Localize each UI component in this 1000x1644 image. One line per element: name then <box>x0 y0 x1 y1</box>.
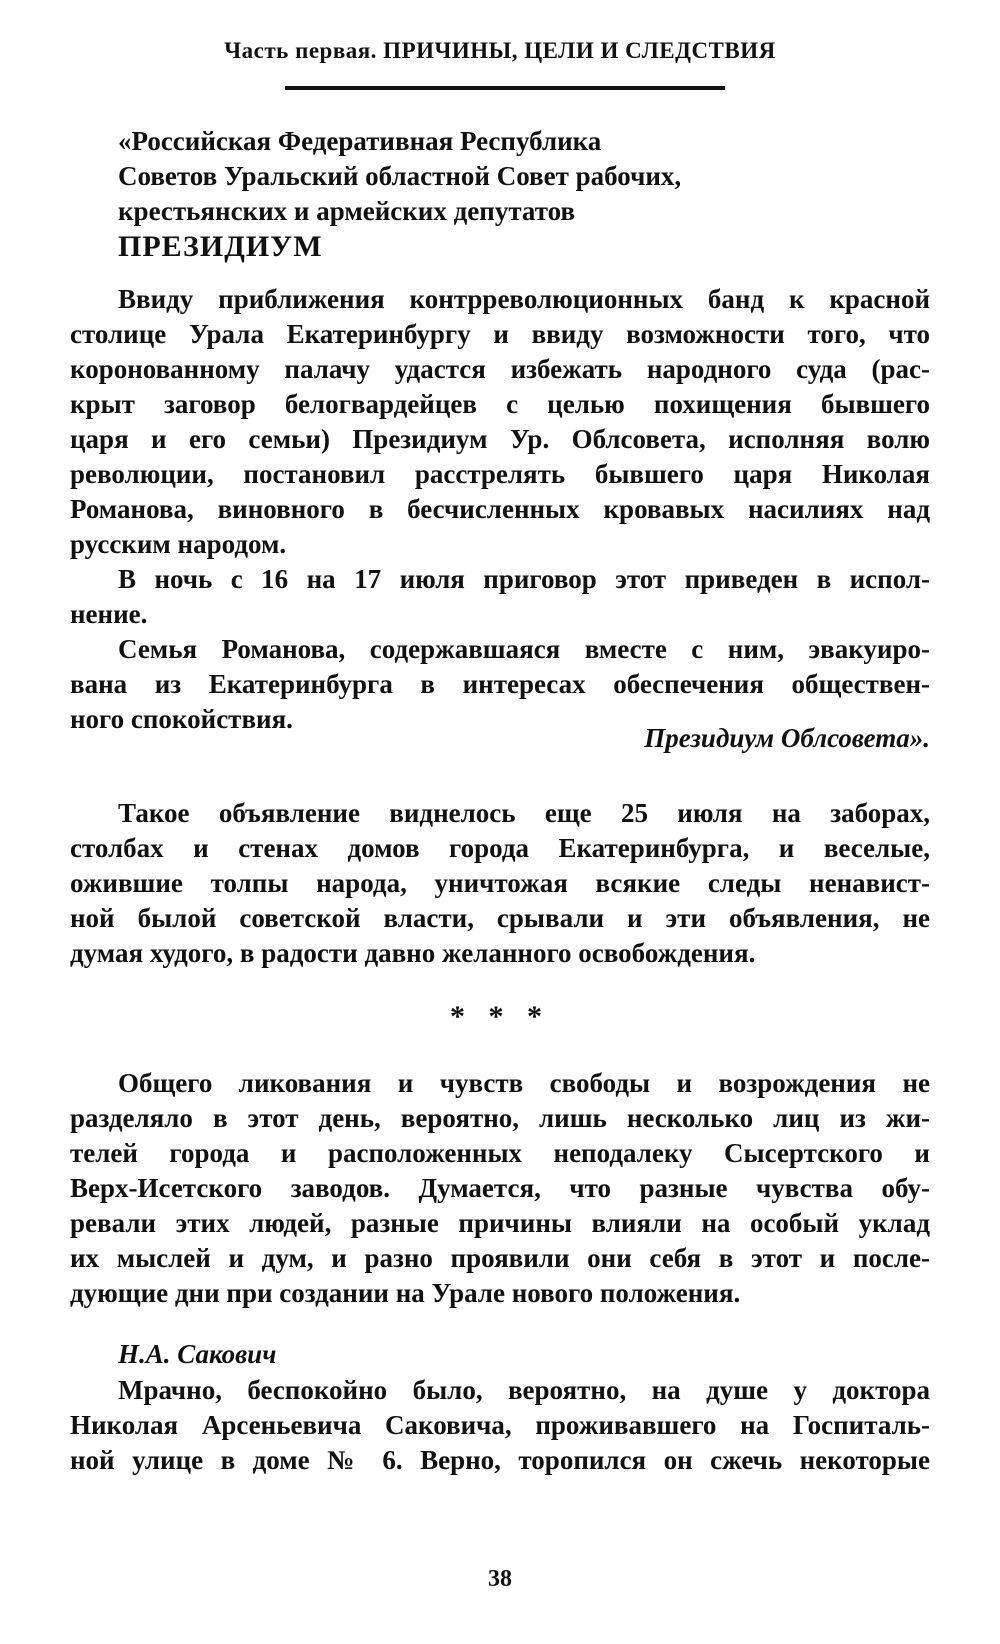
text-line: разделяло в этот день, вероятно, лишь несколько лиц из жи- <box>70 1103 930 1133</box>
running-head: Часть первая. ПРИЧИНЫ, ЦЕЛИ И СЛЕДСТВИЯ <box>224 38 776 63</box>
text-line: Семья Романова, содержавшаяся вместе с ним, эвакуиро- <box>118 634 930 664</box>
decree-signature: Президиум Облсовета». <box>644 723 930 753</box>
text-line: их мыслей и дум, и разно проявили они себя в этот и после- <box>70 1243 930 1273</box>
text-line: Романова, виновного в бесчисленных кровавых насилиях над <box>70 494 930 524</box>
text-line: телей города и расположенных неподалеку Сысертского и <box>70 1138 930 1168</box>
text-line: нение. <box>70 599 148 629</box>
decree-heading-line: крестьянских и армейских депутатов <box>118 196 576 226</box>
text-line: ревали этих людей, разные причины влияли на особый уклад <box>70 1208 930 1238</box>
text-line: коронованному палачу удастся избежать народного суда (рас- <box>70 354 930 384</box>
text-line: думая худого, в радости давно желанного освобождения. <box>70 938 756 968</box>
text-line: русским народом. <box>70 529 287 559</box>
text-line: крыт заговор белогвардейцев с целью похищения бывшего <box>70 389 930 419</box>
text-line: Верх-Исетского заводов. Думается, что разные чувства обу- <box>70 1173 930 1203</box>
paragraph-after-separator <box>70 1066 930 1311</box>
book-page <box>70 0 930 1644</box>
text-line: Ввиду приближения контрреволюционных банд к красной <box>118 284 930 314</box>
presidium-title: ПРЕЗИДИУМ <box>118 230 323 263</box>
decree-paragraph-1 <box>70 282 930 562</box>
text-line: столице Урала Екатеринбургу и ввиду возможности того, что <box>70 319 930 349</box>
text-line: Николая Арсеньевича Саковича, проживавшего на Госпиталь- <box>70 1410 930 1440</box>
text-line: столбах и стенах домов города Екатеринбурга, и веселые, <box>70 833 930 863</box>
text-line: дующие дни при создании на Урале нового положения. <box>70 1278 741 1308</box>
text-line: Такое объявление виднелось еще 25 июля на заборах, <box>118 798 930 828</box>
section-paragraph <box>70 1373 930 1478</box>
decree-paragraph-2 <box>70 562 930 632</box>
text-line: революции, постановил расстрелять бывшего царя Николая <box>70 459 930 489</box>
page-number: 38 <box>488 1566 512 1592</box>
decree-heading <box>118 124 930 264</box>
text-line: Мрачно, беспокойно было, вероятно, на душе у доктора <box>118 1375 930 1405</box>
text-line: ной улице в доме № 6. Верно, торопился он сжечь некоторые <box>70 1445 930 1475</box>
text-line: ной былой советской власти, срывали и эти объявления, не <box>70 903 930 933</box>
decree-heading-line: «Российская Федеративная Республика <box>118 126 602 156</box>
section-heading: Н.А. Сакович <box>118 1339 277 1369</box>
text-line: вана из Екатеринбурга в интересах обеспечения обществен- <box>70 669 930 699</box>
text-line: царя и его семьи) Президиум Ур. Облсовета, исполняя волю <box>70 424 930 454</box>
text-line: ного спокойствия. <box>70 704 293 734</box>
text-line: В ночь с 16 на 17 июля приговор этот приведен в испол- <box>118 564 930 594</box>
text-line: ожившие толпы народа, уничтожая всякие следы ненавист- <box>70 868 930 898</box>
text-line: Общего ликования и чувств свободы и возрождения не <box>118 1068 930 1098</box>
decree-heading-line: Советов Уральский областной Совет рабочих, <box>118 161 682 191</box>
section-separator: * * * <box>450 1000 550 1033</box>
paragraph-after-decree <box>70 796 930 971</box>
header-rule <box>285 86 725 90</box>
